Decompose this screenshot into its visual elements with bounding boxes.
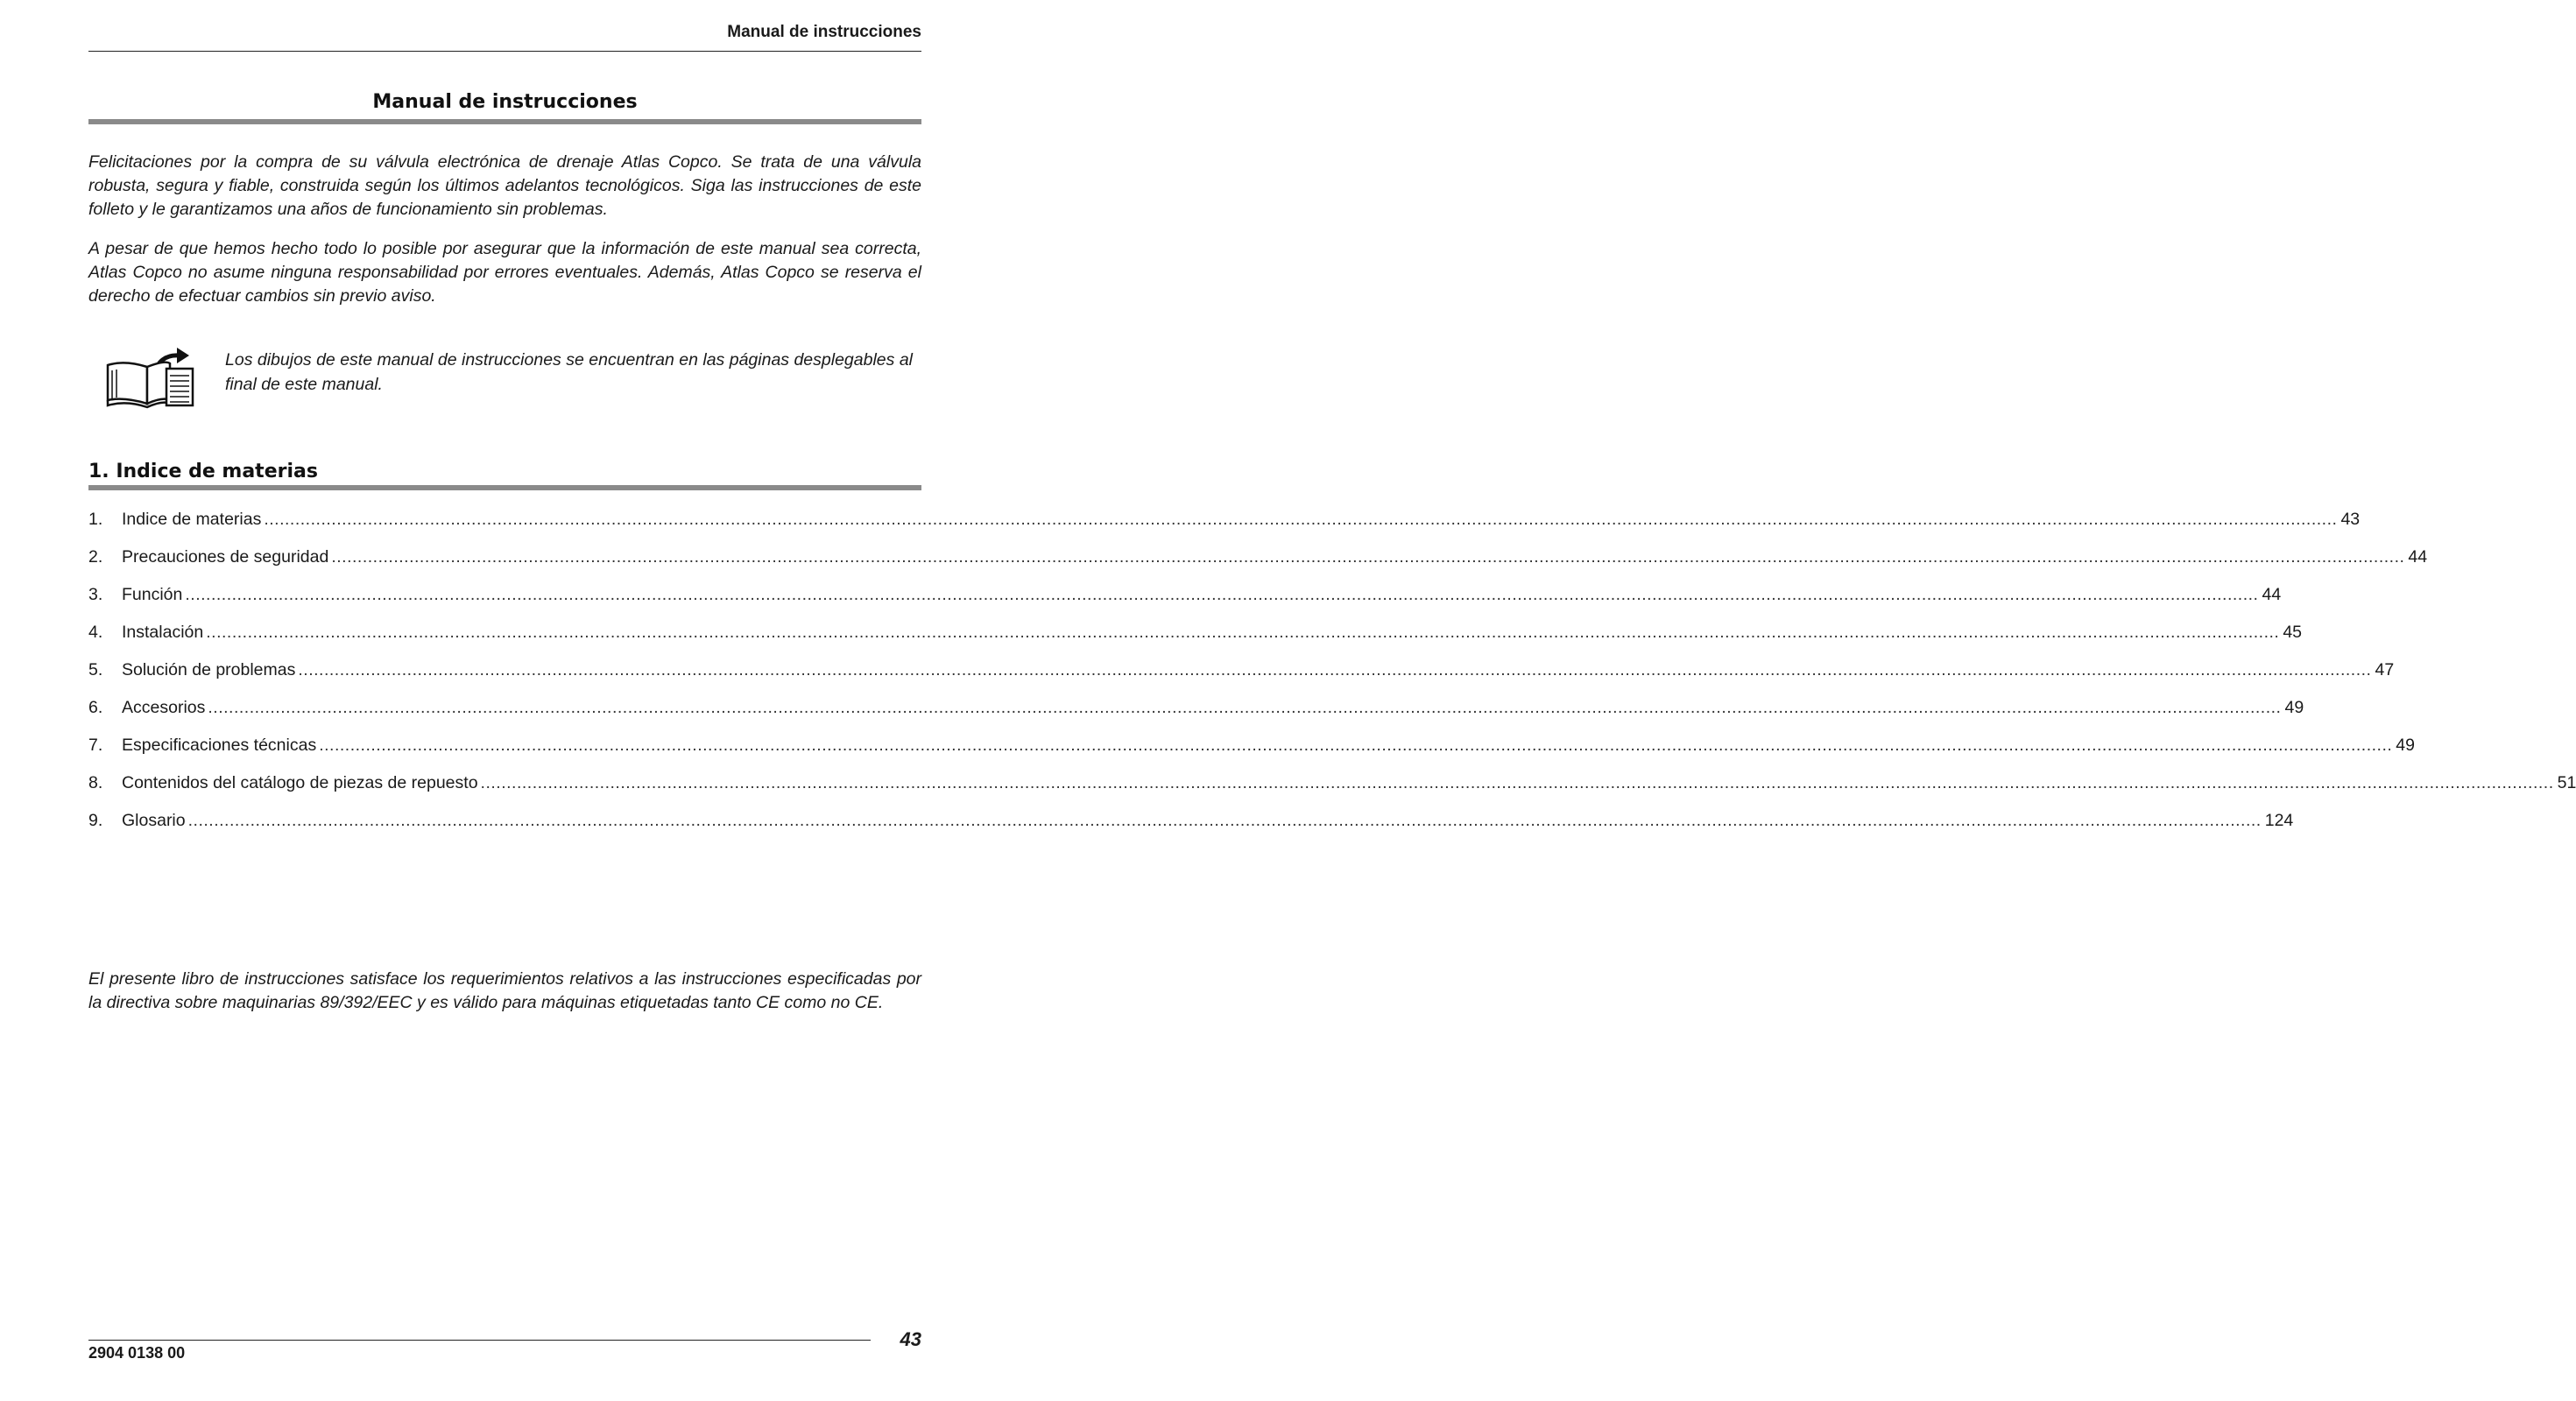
toc-entry-page: 44: [2408, 547, 2428, 567]
footer-rule: [88, 1340, 871, 1341]
toc-entry-label: Accesorios: [122, 698, 206, 717]
toc-leader-dots: ................................................................................................................................................................................................................................................................................................................................................................................................................: [480, 773, 2554, 792]
section-title: 1. Indice de materias: [88, 461, 318, 482]
running-header: Manual de instrucciones: [727, 23, 921, 41]
toc-entry[interactable]: [88, 547, 2428, 585]
toc-entry-label: Indice de materias: [122, 510, 262, 529]
toc-entry-page: 43: [2340, 510, 2361, 529]
toc-entry[interactable]: [88, 623, 2303, 660]
toc-leader-dots: ................................................................................................................................................................................................................................................................................................................................................................................................................: [331, 547, 2405, 567]
toc-entry-label: Solución de problemas: [122, 660, 296, 679]
intro-paragraph-2: A pesar de que hemos hecho todo lo posible por asegurar que la información de este manual sea correcta, Atlas Copco no asume ninguna responsabilidad por errores eventuales. Además, Atlas Copco se reserva el derecho de efectuar cambios sin previo aviso.: [88, 239, 921, 306]
foldout-note: Los dibujos de este manual de instrucciones se encuentran en las páginas desplegables al final de este manual.: [225, 350, 913, 394]
toc-entry[interactable]: [88, 811, 2294, 848]
page-title: Manual de instrucciones: [372, 91, 638, 113]
toc-entry-label: Especificaciones técnicas: [122, 736, 317, 755]
toc-entry-label: Función: [122, 585, 183, 604]
toc-entry-label: Precauciones de seguridad: [122, 547, 329, 567]
toc-entry-page: 124: [2264, 811, 2294, 830]
toc-entry-page: 44: [2262, 585, 2282, 604]
toc-entry[interactable]: [88, 736, 2415, 773]
toc-leader-dots: ................................................................................................................................................................................................................................................................................................................................................................................................................: [319, 736, 2393, 755]
toc-entry-number: 4.: [88, 623, 103, 642]
section-rule: [88, 485, 921, 490]
toc-leader-dots: ................................................................................................................................................................................................................................................................................................................................................................................................................: [206, 623, 2280, 642]
toc-entry-page: 51: [2557, 773, 2576, 792]
toc-entry[interactable]: [88, 698, 2304, 736]
toc-leader-dots: ................................................................................................................................................................................................................................................................................................................................................................................................................: [264, 510, 2338, 529]
toc-entry-label: Glosario: [122, 811, 186, 830]
open-book-foldout-icon: [105, 346, 198, 412]
toc-entry-page: 49: [2396, 736, 2415, 755]
toc-entry-number: 7.: [88, 736, 103, 755]
toc-entry-number: 3.: [88, 585, 103, 604]
page-number: 43: [900, 1328, 921, 1350]
toc-entry-page: 45: [2283, 623, 2303, 642]
toc-leader-dots: ................................................................................................................................................................................................................................................................................................................................................................................................................: [185, 585, 2259, 604]
toc-entry-number: 1.: [88, 510, 103, 529]
toc-leader-dots: ................................................................................................................................................................................................................................................................................................................................................................................................................: [298, 660, 2372, 679]
toc-leader-dots: ................................................................................................................................................................................................................................................................................................................................................................................................................: [208, 698, 2282, 717]
toc-entry-number: 2.: [88, 547, 103, 567]
toc-entry-label: Contenidos del catálogo de piezas de repuesto: [122, 773, 478, 792]
header-rule: [88, 51, 921, 52]
toc-entry[interactable]: [88, 660, 2395, 698]
toc-entry-number: 9.: [88, 811, 103, 830]
title-rule: [88, 119, 921, 124]
toc-entry[interactable]: [88, 510, 2361, 547]
toc-entry-number: 6.: [88, 698, 103, 717]
toc-entry-number: 8.: [88, 773, 103, 792]
document-number: 2904 0138 00: [88, 1344, 186, 1362]
toc-entry-page: 49: [2284, 698, 2304, 717]
compliance-note: El presente libro de instrucciones satisface los requerimientos relativos a las instrucciones especificadas por la directiva sobre maquinarias 89/392/EEC y es válido para máquinas etiquetadas tanto CE como no CE.: [88, 969, 921, 1012]
toc-entry-number: 5.: [88, 660, 103, 679]
toc-entry[interactable]: [88, 585, 2282, 623]
table-of-contents: [88, 510, 2576, 848]
intro-paragraph-1: Felicitaciones por la compra de su válvula electrónica de drenaje Atlas Copco. Se trata de una válvula robusta, segura y fiable, construida según los últimos adelantos tecnológicos. Siga las instrucciones de este folleto y le garantizamos una años de funcionamiento sin problemas.: [88, 152, 921, 219]
toc-entry-label: Instalación: [122, 623, 204, 642]
toc-entry-page: 47: [2375, 660, 2395, 679]
toc-entry[interactable]: [88, 773, 2576, 811]
toc-leader-dots: ................................................................................................................................................................................................................................................................................................................................................................................................................: [187, 811, 2262, 830]
